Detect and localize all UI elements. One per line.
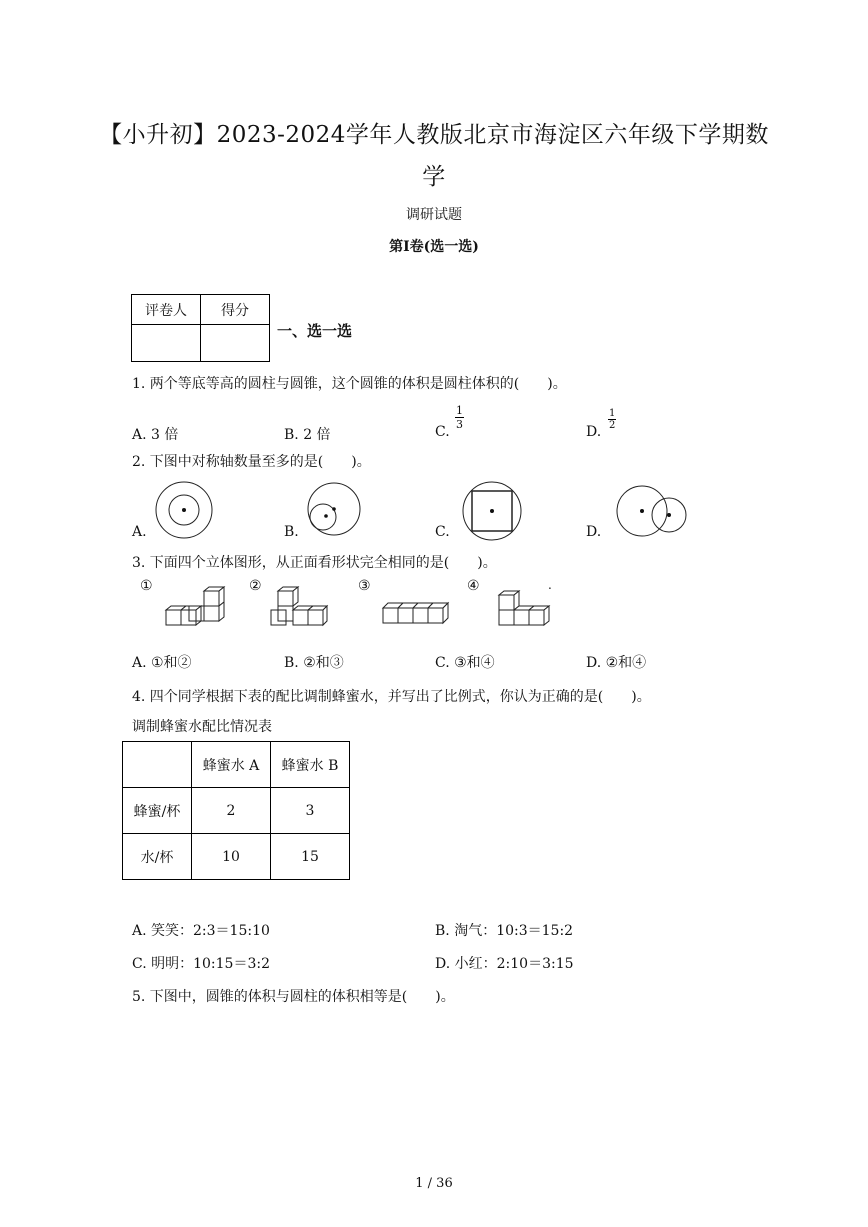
ratio-table-corner xyxy=(123,742,192,788)
q4-option-a: A. 笑笑：2:3＝15:10 xyxy=(132,923,270,939)
section-heading: 一、选一选 xyxy=(277,322,353,340)
q3-label-3: ③ xyxy=(358,578,371,594)
q2-option-a: A. xyxy=(132,524,147,540)
ratio-table-row-label: 水/杯 xyxy=(123,834,192,880)
q1-fraction-c xyxy=(455,404,464,431)
subtitle: 调研试题 xyxy=(406,207,462,223)
page-title: 【小升初】2023-2024学年人教版北京市海淀区六年级下学期数 xyxy=(99,122,769,148)
ratio-table-row-label: 蜂蜜/杯 xyxy=(123,788,192,834)
q3-option-d: D. ②和④ xyxy=(586,655,647,671)
ratio-table-cell: 10 xyxy=(192,834,271,880)
question-4: 4. 四个同学根据下表的配比调制蜂蜜水，并写出了比例式，你认为正确的是( )。 xyxy=(132,689,651,705)
q2-option-d: D. xyxy=(586,524,602,540)
ratio-table-header-b: 蜂蜜水 B xyxy=(271,742,350,788)
reviewer-cell xyxy=(132,325,201,362)
ratio-table-cell: 15 xyxy=(271,834,350,880)
q1-option-d: D. xyxy=(586,424,602,440)
figure-concentric-circles xyxy=(155,481,215,541)
question-3: 3. 下面四个立体图形，从正面看形状完全相同的是( )。 xyxy=(132,555,497,571)
q4-option-c: C. 明明：10:15＝3:2 xyxy=(132,956,270,972)
page-title-continued: 学 xyxy=(422,164,446,190)
page-number: 1 / 36 xyxy=(415,1176,453,1191)
cube-figure-2 xyxy=(268,587,328,635)
q1-fraction-c-denominator: 3 xyxy=(456,418,463,431)
cube-figure-4 xyxy=(496,590,558,636)
q1-option-b: B. 2 倍 xyxy=(284,427,331,443)
grading-table xyxy=(131,294,270,362)
figure-internal-circles xyxy=(306,481,366,541)
ratio-table-cell: 3 xyxy=(271,788,350,834)
q1-fraction-d-numerator: 1 xyxy=(609,408,616,419)
question-1: 1. 两个等底等高的圆柱与圆锥，这个圆锥的体积是圆柱体积的( )。 xyxy=(132,376,567,392)
q4-table-caption: 调制蜂蜜水配比情况表 xyxy=(132,719,272,735)
ratio-table-cell: 2 xyxy=(192,788,271,834)
question-2: 2. 下图中对称轴数量至多的是( )。 xyxy=(132,454,371,470)
q4-option-b: B. 淘气：10:3＝15:2 xyxy=(435,923,574,939)
volume-heading: 第Ⅰ卷(选一选) xyxy=(389,239,479,255)
q3-option-b: B. ②和③ xyxy=(284,655,344,671)
q1-fraction-d xyxy=(608,408,616,431)
q3-label-4: ④ xyxy=(467,578,480,594)
q2-option-c: C. xyxy=(435,524,450,540)
q3-label-2: ② xyxy=(249,578,262,594)
q4-option-d: D. 小红：2:10＝3:15 xyxy=(435,956,574,972)
score-cell xyxy=(201,325,270,362)
q2-option-b: B. xyxy=(284,524,299,540)
honey-ratio-table xyxy=(122,741,350,880)
q1-option-c: C. xyxy=(435,424,450,440)
cube-figure-3 xyxy=(380,600,455,636)
q1-option-a: A. 3 倍 xyxy=(132,427,179,443)
ratio-table-header-a: 蜂蜜水 A xyxy=(192,742,271,788)
q3-label-1: ① xyxy=(140,578,153,594)
figure-intersecting-circles xyxy=(616,485,691,540)
question-5: 5. 下图中，圆锥的体积与圆柱的体积相等是( )。 xyxy=(132,989,455,1005)
figure-square-in-circle xyxy=(462,481,524,543)
q3-option-a: A. ①和② xyxy=(132,655,192,671)
score-header: 得分 xyxy=(201,295,270,325)
reviewer-header: 评卷人 xyxy=(132,295,201,325)
q1-fraction-d-denominator: 2 xyxy=(609,420,616,431)
q1-fraction-c-numerator: 1 xyxy=(456,404,463,417)
cube-figure-1 xyxy=(162,587,228,635)
q3-option-c: C. ③和④ xyxy=(435,655,495,671)
q3-stray-dot: . xyxy=(548,578,552,592)
